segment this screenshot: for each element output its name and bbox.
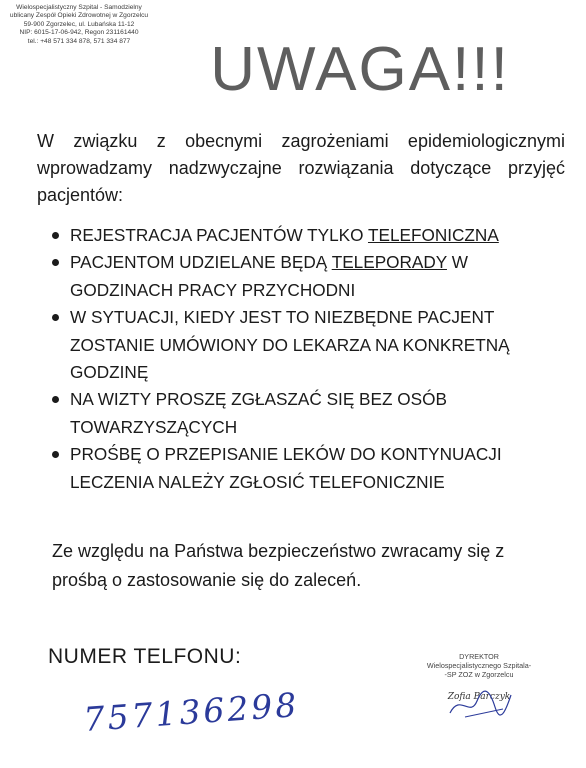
- stamp-line: NIP: 6015-17-06-942, Regon 231161440: [19, 29, 139, 37]
- director-line1: Wielospecjalistycznego Szpitala-: [426, 661, 532, 670]
- list-item: [52, 304, 562, 386]
- signature-icon: [445, 683, 515, 723]
- director-line2: -SP ZOZ w Zgorzelcu: [444, 670, 514, 679]
- director-title: DYREKTOR: [459, 652, 499, 661]
- bullet-icon: [52, 314, 59, 321]
- bullet-underlined-text: TELEPORADY: [331, 252, 447, 273]
- stamp-line: 59-900 Zgorzelec, ul. Lubańska 11-12: [23, 20, 135, 28]
- bullet-icon: [52, 259, 59, 266]
- bullet-text: REJESTRACJA PACJENTÓW TYLKO: [70, 225, 368, 245]
- bullet-icon: [52, 451, 59, 458]
- closing-paragraph: Ze względu na Państwa bezpieczeństwo zwracamy się z prośbą o zastosowanie się do zaleceń.: [52, 541, 505, 590]
- director-name: Zofia Barczyk: [447, 692, 511, 702]
- stamp-line: ublicany Zespół Opieki Zdrowotnej w Zgorzelcu: [9, 12, 149, 20]
- list-item: [52, 386, 562, 441]
- bullet-underlined-text: TELEFONICZNA: [367, 225, 499, 245]
- bullet-icon: [52, 396, 59, 403]
- list-item: [52, 249, 562, 304]
- bullet-icon: [52, 232, 59, 239]
- bullet-text: PACJENTOM UDZIELANE BĘDĄ: [70, 252, 332, 273]
- intro-paragraph: W związku z obecnymi zagrożeniami epidemiologicznymi wprowadzamy nadzwyczajne rozwiązania dotyczące przyjęć pacjentów:: [37, 131, 565, 205]
- list-item: [52, 441, 562, 496]
- hospital-stamp: [4, 4, 154, 46]
- phone-label: NUMER TELFONU:: [48, 645, 242, 668]
- bullet-text: PROŚBĘ O PRZEPISANIE LEKÓW DO KONTYNUACJI LECZENIA NALEŻY ZGŁOSIĆ TELEFONICZNIE: [70, 444, 502, 492]
- rules-list: [52, 222, 562, 496]
- bullet-text: W SYTUACJI, KIEDY JEST TO NIEZBĘDNE PACJENT ZOSTANIE UMÓWIONY DO LEKARZA NA KONKRETNĄ GODZINĘ: [70, 307, 510, 383]
- handwritten-phone-number: 757136298: [82, 685, 301, 739]
- stamp-line: tel.: +48 571 334 878, 571 334 877: [27, 37, 131, 45]
- bullet-text-after: W GODZINACH PRACY PRZYCHODNI: [70, 252, 468, 300]
- page-title: UWAGA!!!: [210, 35, 510, 104]
- list-item: [52, 222, 562, 249]
- stamp-line: Wielospecjalistyczny Szpital - Samodzielny: [16, 4, 142, 11]
- bullet-text: NA WIZTY PROSZĘ ZGŁASZAĆ SIĘ BEZ OSÓB TOWARZYSZĄCYCH: [70, 389, 447, 437]
